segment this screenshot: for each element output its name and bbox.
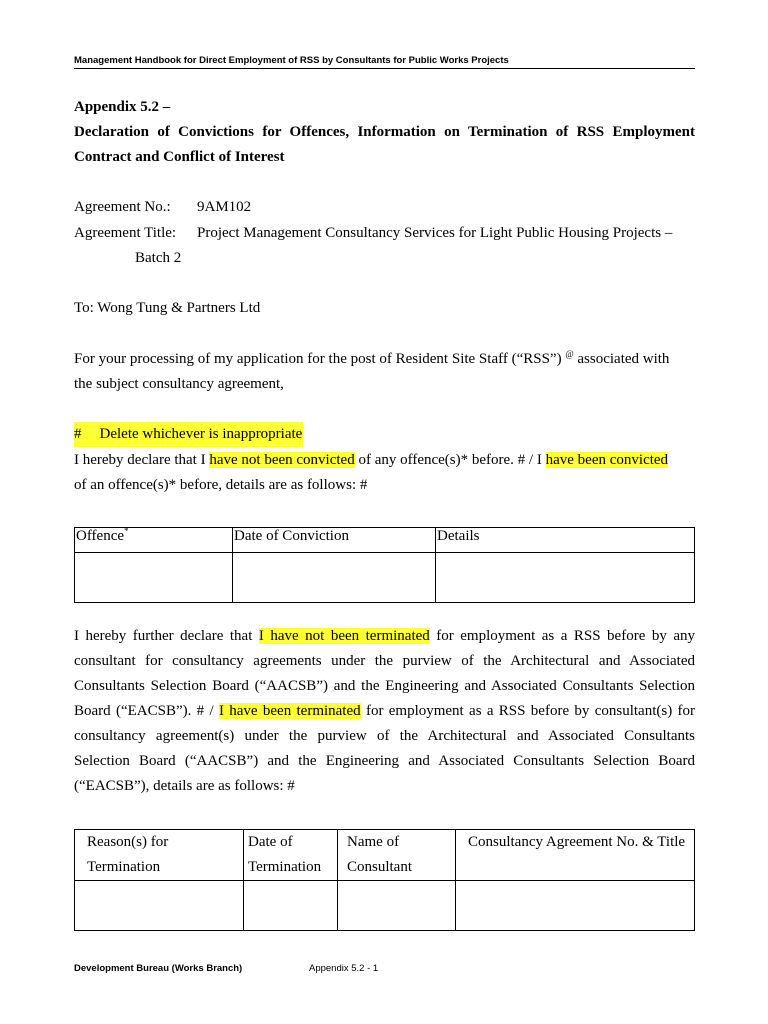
delete-note-highlight [74,422,303,447]
cell-reasons[interactable] [75,881,244,931]
document-title-line1: Declaration of Convictions for Offences, Information on Termination of RSS Employment [74,124,695,140]
intro-text-cont: associated with [573,351,670,367]
termination-line6: Selection Board (“AACSB”) and the Engineering and Associated Consultants Selection Board [74,753,695,769]
agreement-no-value: 9AM102 [197,199,252,215]
appendix-label: Appendix 5.2 – [74,99,171,115]
agreement-title-value: Project Management Consultancy Services for Light Public Housing Projects – [197,225,673,241]
conviction-text-mid: of any offence(s)* before. # / I [354,452,546,468]
header-date-of-conviction: Date of Conviction [233,528,436,553]
cell-offence[interactable] [75,553,233,603]
conviction-table [74,527,695,603]
cell-date-of-conviction[interactable] [233,553,436,603]
option-terminated: I have been terminated [218,703,361,719]
header-reasons: Reason(s) for Termination [75,830,244,881]
termination-line4: Board (“EACSB”). # / I have been terminated for employment as a RSS before by consultant(s) for [74,703,695,719]
termination-table-row [75,881,695,931]
header-details: Details [436,528,695,553]
conviction-table-row [75,553,695,603]
termination-table-header [75,830,695,881]
conviction-table-header [75,528,695,553]
termination-line3: Consultants Selection Board (“AACSB”) and the Engineering and Associated Consultants Selection [74,678,695,694]
termination-line1: I hereby further declare that I have not been terminated for employment as a RSS before by any [74,628,696,644]
agreement-no-label: Agreement No.: [74,199,171,215]
option-not-convicted: have not been convicted [209,452,355,468]
delete-note-text: Delete whichever is inappropriate [99,426,303,442]
running-header: Management Handbook for Direct Employment of RSS by Consultants for Public Works Projects [74,55,695,69]
asterisk-mark: * [124,526,129,536]
conviction-line2: of an offence(s)* before, details are as follows: # [74,477,368,493]
agreement-title-label: Agreement Title: [74,225,177,241]
recipient-line: To: Wong Tung & Partners Ltd [74,300,261,316]
cell-name-of-consultant[interactable] [338,881,456,931]
termination-line2: consultant for consultancy agreements under the purview of the Architectural and Associated [74,653,695,669]
header-date-of-termination: Date of Termination [244,830,338,881]
document-title-line2: Contract and Conflict of Interest [74,149,285,165]
header-agreement-no-title: Consultancy Agreement No. & Title [456,830,695,881]
header-name-of-consultant: Name of Consultant [338,830,456,881]
intro-text: For your processing of my application for the post of Resident Site Staff (“RSS”) [74,351,562,367]
cell-date-of-termination[interactable] [244,881,338,931]
hash-mark: # [74,426,82,442]
footer-department: Development Bureau (Works Branch) [74,963,243,974]
termination-line7: (“EACSB”), details are as follows: # [74,778,295,794]
footer-page-number: Appendix 5.2 - 1 [309,963,379,974]
cell-details[interactable] [436,553,695,603]
intro-line2: the subject consultancy agreement, [74,376,284,392]
cell-agreement-no-title[interactable] [456,881,695,931]
delete-note [74,422,303,447]
option-not-terminated: I have not been terminated [258,628,430,644]
termination-table [74,829,695,931]
conviction-text: I hereby declare that I [74,452,210,468]
header-offence: Offence* [75,528,233,553]
option-convicted: have been convicted [545,452,669,468]
conviction-line1 [74,448,668,473]
agreement-title-value-cont: Batch 2 [135,250,182,266]
termination-line5: consultancy agreement(s) under the purview of the Architectural and Associated Consultants [74,728,695,744]
at-footnote-mark: @ [565,349,574,359]
intro-line1 [74,347,669,372]
